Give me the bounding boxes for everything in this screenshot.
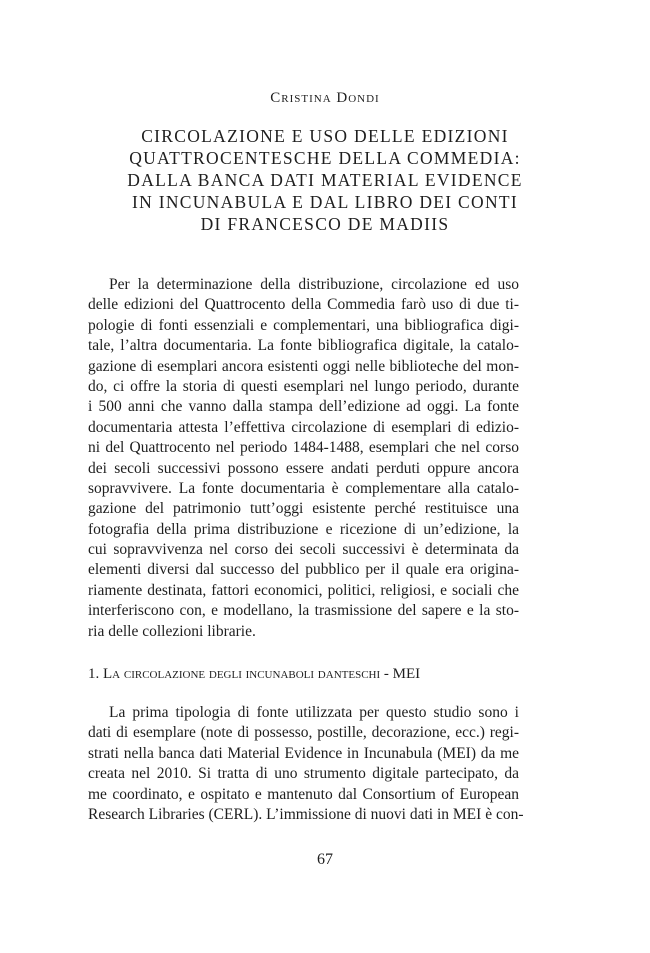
section-title: La circolazione degli incunaboli danteschi — [103, 666, 381, 682]
text-line: riamente destinata, fattori economici, politici, religiosi, e sociali che — [88, 581, 519, 599]
title-line-4: IN INCUNABULA E DAL LIBRO DEI CONTI — [131, 192, 519, 212]
intro-paragraph — [88, 275, 519, 642]
text-line: Per la determinazione della distribuzione, circolazione ed uso — [109, 276, 519, 293]
page-number: 67 — [317, 851, 333, 868]
chapter-title — [60, 125, 590, 235]
text-line: pologie di fonti essenziali e complementari, una bibliografica digi- — [88, 316, 519, 334]
text-line: sopravvivere. La fonte documentaria è complementare alla catalo- — [88, 479, 519, 497]
text-line: gazione di esemplari ancora esistenti oggi nelle biblioteche del mon- — [88, 357, 519, 375]
title-line-2: QUATTROCENTESCHE DELLA COMMEDIA: — [129, 148, 521, 168]
text-line: La prima tipologia di fonte utilizzata per questo studio sono i — [109, 704, 519, 721]
title-line-5: DI FRANCESCO DE MADIIS — [200, 214, 450, 234]
text-line: documentaria attesta l’effettiva circolazione di esemplari di edizio- — [88, 418, 519, 436]
section-suffix: MEI — [392, 666, 421, 682]
text-line: tale, l’altra documentaria. La fonte bibliografica digitale, la catalo- — [88, 337, 519, 355]
text-line: elementi diversi dal successo del pubblico per il quale era origina- — [88, 561, 519, 579]
text-line: gazione del patrimonio tutt’oggi esistente perché restituisce una — [88, 500, 519, 518]
text-line: Research Libraries (CERL). L’immissione di nuovi dati in MEI è con- — [88, 805, 524, 823]
text-line: creata nel 2010. Si tratta di uno strumento digitale partecipato, da — [88, 765, 519, 783]
text-line: interferiscono con, e modellano, la trasmissione del sapere e la sto- — [88, 602, 519, 620]
text-line: strati nella banca dati Material Evidence in Incunabula (MEI) da me — [88, 744, 519, 762]
section-number: 1. — [88, 666, 100, 682]
text-line: dei secoli successivi possono essere andati perduti oppure ancora — [88, 459, 519, 477]
text-line: delle edizioni del Quattrocento della Commedia farò uso di due ti- — [88, 296, 519, 314]
section-separator: - — [380, 666, 393, 682]
text-line: ni del Quattrocento nel periodo 1484-1488, esemplari che nel corso — [88, 439, 519, 457]
text-line: fotografia della prima distribuzione e ricezione di un’edizione, la — [88, 520, 519, 538]
text-line: do, ci offre la storia di questi esemplari nel lungo periodo, durante — [88, 377, 519, 395]
text-line: ria delle collezioni librarie. — [88, 622, 256, 640]
section-heading — [88, 666, 519, 683]
author-name: Cristina Dondi — [270, 90, 380, 106]
title-line-3: DALLA BANCA DATI MATERIAL EVIDENCE — [127, 170, 523, 190]
title-line-1: CIRCOLAZIONE E USO DELLE EDIZIONI — [141, 126, 509, 146]
text-line: i 500 anni che vanno dalla stampa dell’edizione ad oggi. La fonte — [88, 398, 519, 416]
text-line: dati di esemplare (note di possesso, postille, decorazione, ecc.) regi- — [88, 724, 519, 742]
text-line: cui sopravvivenza nel corso dei secoli successivi è determinata da — [88, 541, 519, 559]
section-paragraph — [88, 703, 524, 825]
text-line: me coordinato, e ospitato e mantenuto dal Consortium of European — [88, 785, 519, 803]
